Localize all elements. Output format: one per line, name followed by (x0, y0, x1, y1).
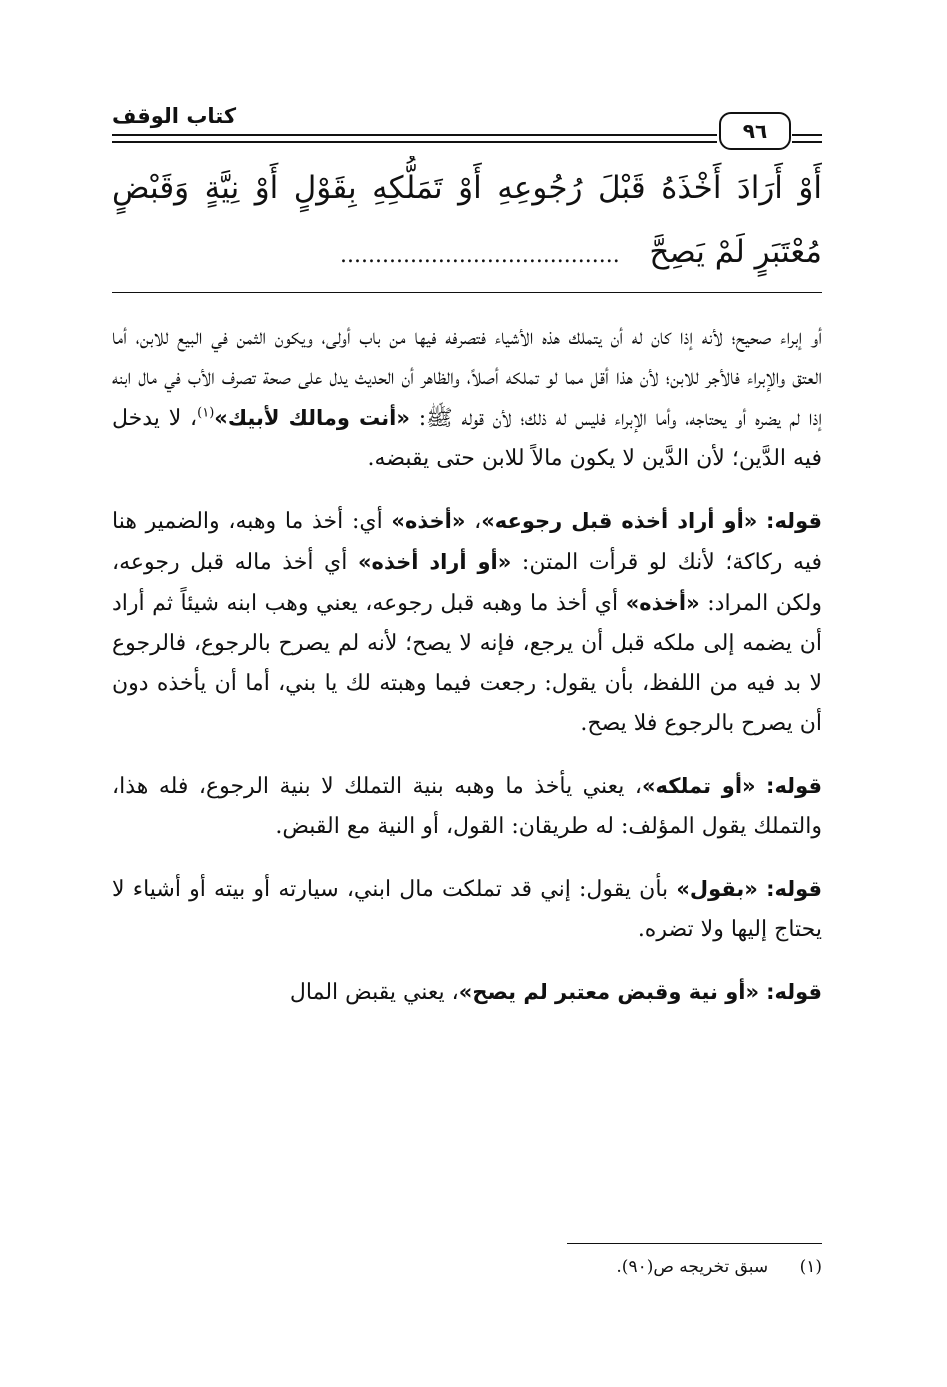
separator: ، (474, 509, 482, 534)
hadith-quote: «أنت ومالك لأبيك» (214, 406, 410, 430)
matn-line: أَوْ أَرَادَ أَخْذَهُ قَبْلَ رُجُوعِهِ أَوْ تَمَلُّكِهِ بِقَوْلٍ أَوْ نِيَّةٍ وَقَبْضٍ (112, 170, 822, 206)
matn-line (112, 220, 822, 288)
paragraph-text: ، يعني يأخذ ما وهبه بنية التملك لا بنية الرجوع، فله هذا، والتملك يقول المؤلف: له طريقان: القول، أو النية مع القبض. (112, 774, 822, 839)
paragraph-text: بأن يقول: إني قد تملكت مال ابني، سيارته أو بيته أو أشياء لا يحتاج إليها ولا تضره. (112, 877, 822, 942)
paragraph-text: أو إبراء صحيح؛ لأنه إذا كان له أن يتملك هذه الأشياء فتصرفه فيها من باب أولى، ويكون الثمن في البيع للابن، أما العتق والإبراء فالأجر للابن؛ لأن هذا أقل مما لو تملكه أصلاً، والظاهر أن الحديث يدل على صحة تصرف الأب في مال ابنه إذا لم يضره أو يحتاجه، وأما الإبراء فليس له ذلك؛ لأن قوله ﷺ: (112, 325, 822, 431)
qawluhu-lead: قوله: (766, 877, 823, 901)
matn-quote: «أو تملكه» (641, 774, 756, 798)
footnote (222, 1254, 822, 1280)
matn-dots: ........................................ (340, 243, 620, 268)
commentary-paragraph (112, 501, 822, 744)
matn-quote: «أخذه» (625, 591, 700, 615)
footnote-ref[interactable]: (١) (197, 405, 215, 421)
header-rule (792, 141, 822, 143)
book-title: كتاب الوقف (112, 104, 237, 128)
qawluhu-lead: قوله: (766, 774, 822, 798)
matn-line-text: مُعْتَبَرٍ لَمْ يَصِحَّ (649, 234, 822, 270)
header-rule (112, 134, 717, 136)
commentary-paragraph (112, 766, 822, 847)
page-number: ٩٦ (719, 112, 791, 150)
matn-divider (112, 292, 822, 293)
header-rule (112, 141, 717, 143)
commentary-paragraph (112, 318, 822, 479)
paragraph-text: أي أخذ ماله قبل رجوعه، ولكن المراد: (112, 550, 822, 616)
paragraph-text: ، لا يدخل فيه الدَّين؛ لأن الدَّين لا يكون مالاً للابن حتى يقبضه. (112, 406, 822, 471)
matn-quote: «أخذه» (391, 509, 466, 533)
paragraph-text: ، يعني يقبض المال (289, 980, 459, 1005)
matn-text (112, 156, 822, 288)
footnote-text: سبق تخريجه ص(٩٠). (616, 1257, 769, 1277)
commentary (112, 318, 822, 1035)
footnote-divider (567, 1243, 822, 1244)
commentary-paragraph (112, 869, 822, 950)
commentary-paragraph (112, 972, 822, 1013)
qawluhu-lead: قوله: (766, 509, 822, 533)
matn-quote: «أو نية وقبض معتبر لم يصح» (458, 980, 760, 1004)
page-header (112, 104, 822, 150)
paragraph-text: أي أخذ ما وهبه قبل رجوعه، يعني وهب ابنه شيئاً ثم أراد أن يضمه إلى ملكه قبل أن يرجع، فإنه لا يصح؛ لأنه لم يصرح بالرجوع، فالرجوع لا بد فيه من اللفظ، بأن يقول: رجعت فيما وهبته لك يا بني، أما أن يأخذه دون أن يصرح بالرجوع فلا يصح. (112, 591, 822, 736)
matn-quote: «أو أراد أخذه قبل رجوعه» (481, 509, 758, 533)
header-rule (792, 134, 822, 136)
footnote-number: (١) (799, 1257, 822, 1277)
matn-quote: «بقول» (676, 877, 758, 901)
qawluhu-lead: قوله: (766, 980, 822, 1004)
matn-quote: «أو أراد أخذه» (357, 550, 512, 574)
paragraph-text: أي: أخذ ما وهبه، والضمير هنا فيه ركاكة؛ لأنك لو قرأت المتن: (112, 509, 822, 575)
